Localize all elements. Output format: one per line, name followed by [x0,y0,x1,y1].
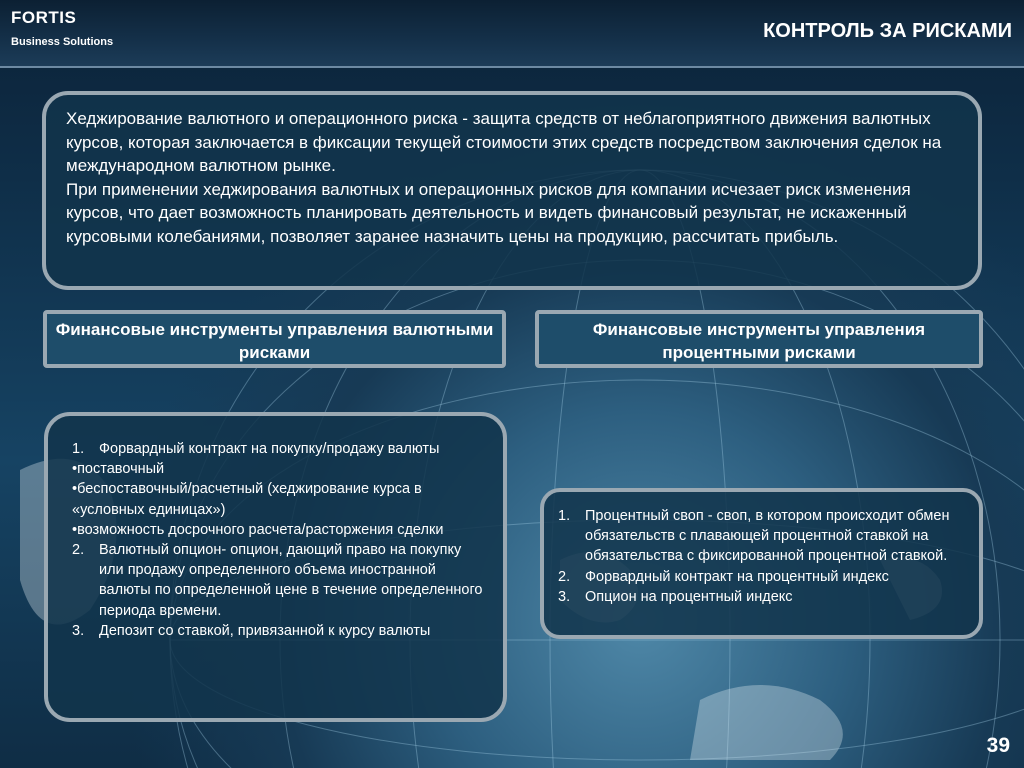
list-item [558,567,965,587]
currency-risk-caption: Финансовые инструменты управления валютными рисками [43,310,506,368]
page-number: 39 [986,734,1010,757]
brand-subtitle: Business Solutions [11,36,114,48]
item-number: 1. [72,441,85,457]
item-number: 2. [558,568,571,585]
list-item [72,621,485,641]
item-number: 1. [558,508,571,524]
list-item [558,506,965,567]
item-text: Форвардный контракт на покупку/продажу валюты [99,441,440,457]
intro-box [42,91,982,290]
header-bar [0,0,1024,68]
list-item [72,540,485,621]
intro-paragraph-2: При применении хеджирования валютных и операционных рисков для компании исчезает риск изменения курсов, что дает возможность планировать деятельность и видеть финансовый результат, не искаженный курсовыми колебаниями, позволяет заранее назначить цены на продукцию, рассчитать прибыль. [66,179,911,246]
item-text: Депозит со ставкой, привязанной к курсу валюты [99,622,431,639]
item-text: Форвардный контракт на процентный индекс [585,568,889,585]
brand-logo [11,8,113,48]
bullet-item: •поставочный [72,461,165,478]
list-item [558,587,965,607]
item-number: 2. [72,542,85,559]
interest-instruments-box [540,488,983,639]
bullet-item: •беспоставочный/расчетный (хеджирование курса в «условных единицах») [72,481,422,518]
list-item [72,439,485,459]
page-title: КОНТРОЛЬ ЗА РИСКАМИ [763,20,1012,42]
intro-paragraph-1: Хеджирование валютного и операционного риска - защита средств от неблагоприятного движения валютных курсов, которая заключается в фиксации текущей стоимости этих средств посредством заключения сделок на международном валютном рынке. [66,109,942,176]
item-number: 3. [558,588,571,605]
brand-name: FORTIS [11,8,77,27]
item-number: 3. [72,622,85,639]
bullet-item: •возможность досрочного расчета/расторжения сделки [72,521,444,538]
currency-instruments-box [44,412,507,722]
interest-risk-caption: Финансовые инструменты управления процентными рисками [535,310,983,368]
item-text: Валютный опцион- опцион, дающий право на покупку или продажу определенного объема иностранной валюты по определенной цене в течение определенного периода времени. [99,542,483,619]
item-text: Процентный своп - своп, в котором происходит обмен обязательств с плавающей процентной ставкой на обязательства с фиксированной процентной ставкой. [585,508,950,565]
item-text: Опцион на процентный индекс [585,588,793,605]
